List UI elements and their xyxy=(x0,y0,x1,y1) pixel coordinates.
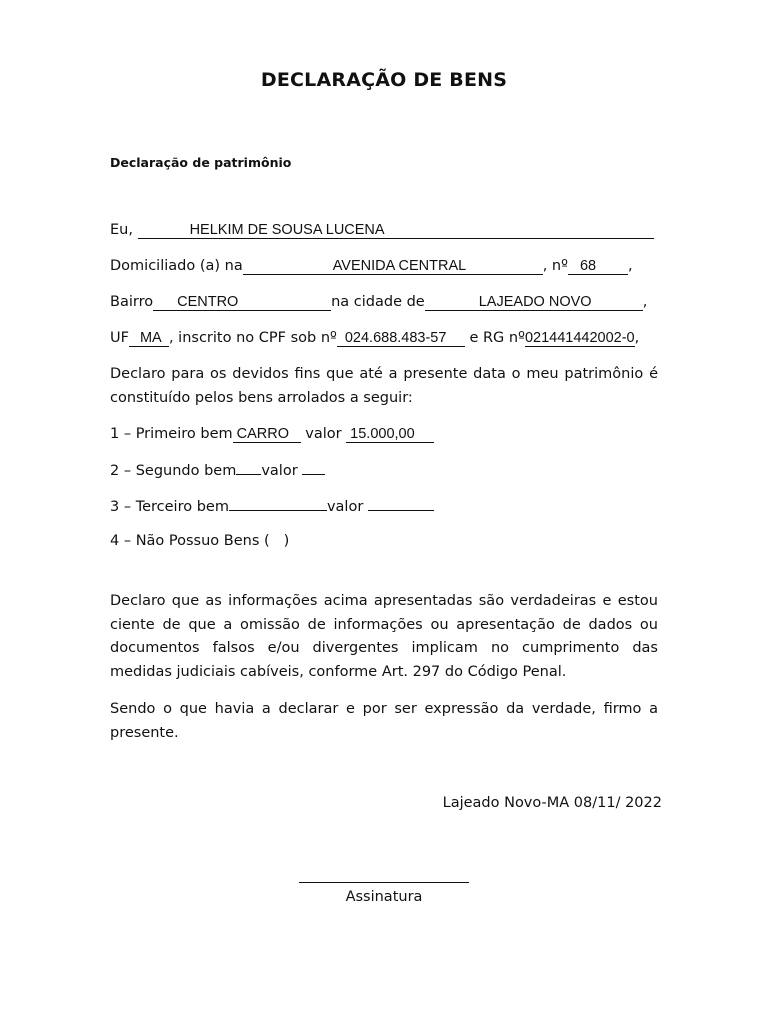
place-date: Lajeado Novo-MA 08/11/ 2022 xyxy=(442,795,662,811)
asset-item-3 xyxy=(110,494,434,517)
asset-item-label: 4 – Não Possuo Bens ( xyxy=(110,533,270,549)
name-line xyxy=(110,220,654,240)
address-line xyxy=(110,256,633,276)
asset-item-4 xyxy=(110,531,289,551)
cpf-field: 024.688.483-57 xyxy=(337,330,465,347)
document-title: DECLARAÇÃO DE BENS xyxy=(260,69,508,91)
asset-item-valor xyxy=(302,458,325,475)
street-field: AVENIDA CENTRAL xyxy=(243,258,543,275)
cpf-label: , inscrito no CPF sob nº xyxy=(168,330,337,346)
asset-item-label: 2 – Segundo bem xyxy=(110,463,237,479)
uf-field: MA xyxy=(129,330,169,347)
bairro-comma: , xyxy=(642,294,648,310)
asset-item-2 xyxy=(110,458,325,481)
asset-item-valor-label: valor xyxy=(305,426,342,442)
asset-item-valor-label: valor xyxy=(326,499,364,515)
address-comma: , xyxy=(627,258,633,274)
asset-item-1 xyxy=(110,424,434,444)
declaration-intro: Declaro para os devidos fins que até a presente data o meu patrimônio é constituído pelos bens arrolados a seguir: xyxy=(110,366,658,406)
document-subtitle: Declaração de patrimônio xyxy=(110,155,292,170)
bairro-label: Bairro xyxy=(110,294,154,310)
asset-item-valor: 15.000,00 xyxy=(346,426,434,443)
bairro-line xyxy=(110,292,647,312)
name-field: HELKIM DE SOUSA LUCENA xyxy=(138,222,654,239)
domiciliado-label: Domiciliado (a) na xyxy=(110,258,243,274)
number-field: 68 xyxy=(568,258,628,275)
veracity-paragraph: Declaro que as informações acima apresentadas são verdadeiras e estou ciente de que a omissão de informações ou apresentação de dados ou documentos falsos e/ou divergentes implicam no cumprimento das medidas judiciais cabíveis, conforme Art. 297 do Código Penal. xyxy=(110,593,658,680)
signature-label: Assinatura xyxy=(345,889,423,905)
asset-item-valor-label: valor xyxy=(261,463,298,479)
bairro-field: CENTRO xyxy=(153,294,331,311)
closing-paragraph: Sendo o que havia a declarar e por ser expressão da verdade, firmo a presente. xyxy=(110,701,658,741)
eu-label: Eu, xyxy=(110,222,133,238)
asset-item-label: 3 – Terceiro bem xyxy=(110,499,229,515)
number-label: , nº xyxy=(542,258,568,274)
uf-label: UF xyxy=(110,330,129,346)
documents-comma: , xyxy=(634,330,640,346)
cidade-field: LAJEADO NOVO xyxy=(425,294,643,311)
documents-line xyxy=(110,328,639,348)
asset-item-valor xyxy=(368,494,434,511)
signature-line xyxy=(299,882,469,883)
asset-item-bem: CARRO xyxy=(233,426,301,443)
rg-field: 021441442002-0 xyxy=(524,330,635,346)
cidade-label: na cidade de xyxy=(331,294,425,310)
rg-label: e RG nº xyxy=(469,330,525,346)
asset-item-label: 1 – Primeiro bem xyxy=(110,426,233,442)
asset-item-bem xyxy=(229,494,327,511)
asset-item-close: ) xyxy=(283,533,290,549)
asset-item-bem xyxy=(236,458,261,475)
